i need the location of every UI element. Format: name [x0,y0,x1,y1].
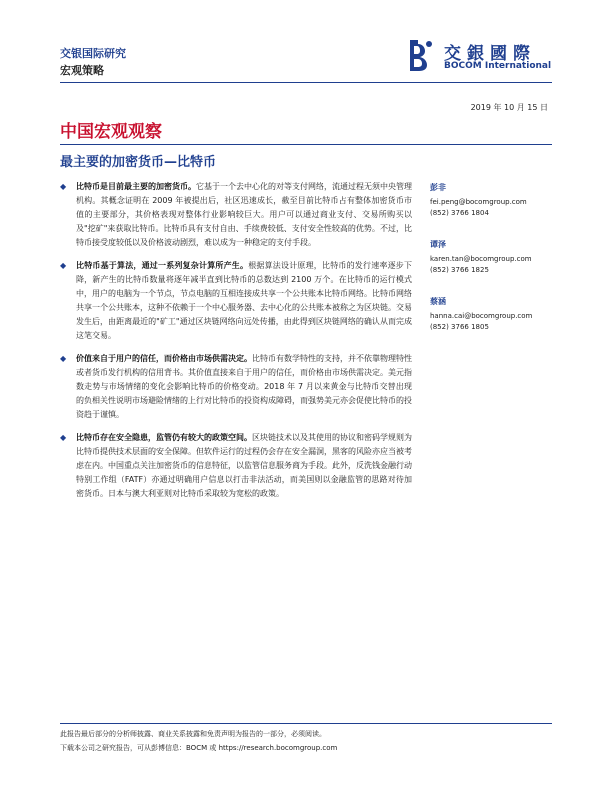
header-divider [60,82,552,83]
bullet-icon: ◆ [60,182,67,191]
logo-english-name: BOCOM International [444,61,552,71]
report-body [60,180,412,510]
company-logo [404,38,554,74]
header-org-name: 交银国际研究 [60,47,126,60]
key-point [60,180,412,250]
header-category: 宏观策略 [60,64,104,77]
analyst-card [430,239,560,276]
key-point [60,431,412,501]
key-point-text: 比特币有数学特性的支持，并不依靠物理特性或者货币发行机构的信用背书。其价值直接来自于用户的信任，而价格由市场供需决定。美元指数走势与市场情绪的变化会影响比特币的价格变动。2018 年 7 月以来黄金与比特币交替出现的负相关性说明市场避险情绪的上行对比特币的投资构成障碍，而强势美元亦会促使比特币的投资趋于谨慎。 [76,354,412,419]
key-point-text: 它基于一个去中心化的对等支付网络，流通过程无须中央管理机构。其概念证明在 2009 年被提出后，社区迅速成长，截至目前比特币占有整体加密货币市值的主要部分，其价格表现对整体行业影响较巨大。用户可以通过商业支付、交易所购买以及"挖矿"来获取比特币。比特币具有支付自由、手续费较低、支付安全性较高的优势。不过，比特币接受度较低以及价格波动剧烈，难以成为一种稳定的支付手段。 [76,182,412,247]
bullet-icon: ◆ [60,261,67,270]
bullet-icon: ◆ [60,433,67,442]
key-point-text: 根据算法设计原理，比特币的发行速率逐步下降，新产生的比特币数量将逐年减半直到比特币的总数达到 2100 万个。在比特币的运行模式中，用户的电脑为一个节点，节点电脑的互相连接成共享一个公共账本比特币网络。比特币网络共享一个公共账本，这种不依赖于一个中心服务器、去中心化的公共账本被称之为区块链。交易发生后，由距离最近的"矿工"通过区块链网络向远处传播，由此得到区块链网络的确认从而完成这笔交易。 [76,261,413,340]
analyst-phone: (852) 3766 1804 [430,209,489,217]
key-point-text: 区块链技术以及其使用的协议和密码学规则为比特币提供技术层面的安全保障。但软件运行的过程仍会存在安全漏洞，黑客的风险亦应当被考虑在内。中国重点关注加密货币的信息特征，以监管信息服务商为手段。此外，反洗钱金融行动特别工作组（FATF）亦通过明确用户信息以打击非法活动，而美国则以金融监管的思路对待加密货币。日本与澳大利亚则对比特币采取较为宽松的政策。 [76,433,412,498]
analyst-email[interactable]: hanna.cai@bocomgroup.com [430,312,533,320]
report-date: 2019 年 10 月 15 日 [470,103,548,112]
logo-chinese-name: 交銀國際 [444,44,536,64]
key-point-lead: 比特币是目前最主要的加密货币。 [76,182,196,191]
analyst-phone: (852) 3766 1825 [430,266,489,274]
bullet-icon: ◆ [60,354,67,363]
key-point-lead: 比特币存在安全隐患，监管仍有较大的政策空间。 [76,433,252,442]
title-divider [60,144,552,145]
analyst-card [430,296,560,333]
analyst-phone: (852) 3766 1805 [430,323,489,331]
analyst-email[interactable]: fei.peng@bocomgroup.com [430,198,527,206]
report-subtitle: 最主要的加密货币—比特币 [60,155,217,170]
analyst-name: 彭非 [430,183,446,192]
footer-download-note: 下载本公司之研究报告，可从彭博信息：BOCM 或 https://research.bocomgroup.com [60,744,338,752]
footer-divider [60,723,552,724]
analyst-name: 蔡涵 [430,297,446,306]
report-title: 中国宏观观察 [60,122,162,142]
bocom-logo-icon [404,38,434,72]
analyst-email[interactable]: karen.tan@bocomgroup.com [430,255,532,263]
key-point-lead: 价值来自于用户的信任，而价格由市场供需决定。 [76,354,252,363]
analyst-card [430,182,560,219]
analyst-sidebar [430,182,560,353]
key-point [60,259,412,343]
key-point-lead: 比特币基于算法，通过一系列复杂计算所产生。 [76,261,249,270]
footer-disclaimer: 此报告最后部分的分析师披露、商业关系披露和免责声明为报告的一部分，必须阅读。 [60,730,326,738]
analyst-name: 谭泽 [430,240,446,249]
key-point [60,352,412,422]
